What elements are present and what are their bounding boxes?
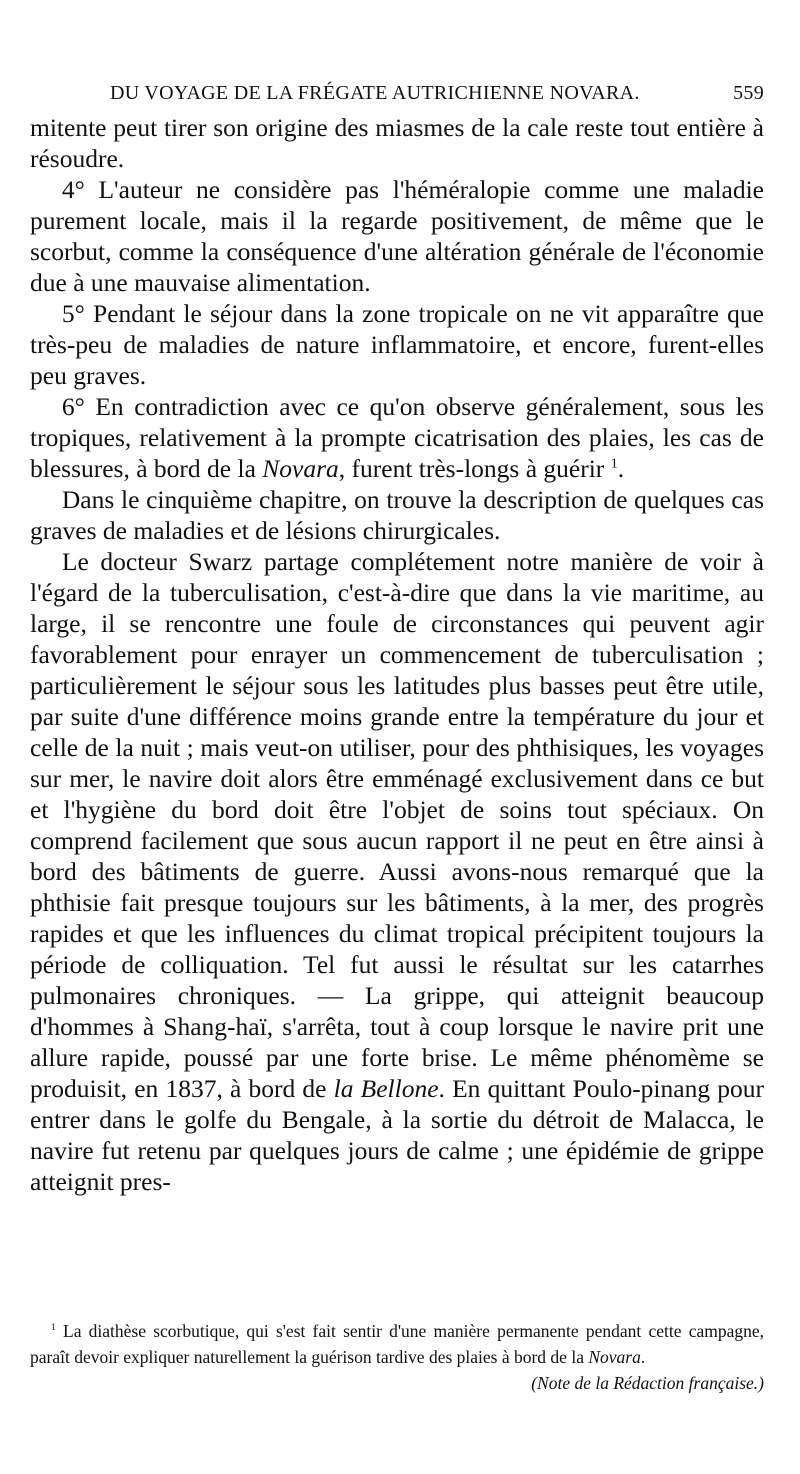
footnote bbox=[30, 1318, 764, 1393]
text-run: 6° En contradiction avec ce qu'on observe généralement, sous les tropiques, relativement à la prompte cicatrisation des plaies, les cas de blessures, à bord de la bbox=[30, 392, 764, 483]
text-run: , furent très-longs à guérir bbox=[338, 454, 611, 483]
text-run: 5° Pendant le séjour dans la zone tropicale on ne vit apparaître que très-peu de maladies de nature inflammatoire, et encore, furent-elles peu graves. bbox=[30, 299, 764, 390]
footnote-ship-name: Novara bbox=[588, 1347, 641, 1367]
footnote-reference: 1 bbox=[610, 456, 618, 472]
footnotes bbox=[30, 1318, 764, 1396]
text-run: 4° L'auteur ne considère pas l'héméralopie comme une maladie purement locale, mais il la regarde positivement, de même que le scorbut, comme la conséquence d'une altération générale de l'économie due à une mauvaise alimentation. bbox=[30, 175, 764, 297]
italic-text: la Bellone bbox=[333, 1074, 439, 1103]
running-head bbox=[110, 82, 764, 108]
page-number: 559 bbox=[733, 82, 764, 104]
paragraph bbox=[30, 112, 764, 174]
paragraph bbox=[30, 484, 764, 546]
footnote-text-end: . bbox=[640, 1347, 646, 1367]
paragraph bbox=[30, 298, 764, 391]
footnote-text: La diathèse scorbutique, qui s'est fait sentir d'une manière permanente pendant cette campagne, paraît devoir expliquer naturellement la guérison tardive des plaies à bord de la bbox=[30, 1321, 764, 1367]
text-run: mitente peut tirer son origine des miasmes de la cale reste tout entière à résoudre. bbox=[30, 113, 764, 173]
footnote-attribution: (Note de la Rédaction française.) bbox=[531, 1373, 764, 1393]
paragraph bbox=[30, 546, 764, 1197]
text-run: Le docteur Swarz partage complétement notre manière de voir à l'égard de la tuberculisation, c'est-à-dire que dans la vie maritime, au large, il se rencontre une foule de circonstances qui peuvent agir favorablement pour enrayer un commencement de tuberculisation ; particulièrement le séjour sous les latitudes plus basses peut être utile, par suite d'une différence moins grande entre la température du jour et celle de la nuit ; mais veut-on utiliser, pour des phthisiques, les voyages sur mer, le navire doit alors être emménagé exclusivement dans ce but et l'hygiène du bord doit être l'objet de soins tout spéciaux. On comprend facilement que sous aucun rapport il ne peut en être ainsi à bord des bâtiments de guerre. Aussi avons-nous remarqué que la phthisie fait presque toujours sur les bâtiments, à la mer, des progrès rapides et que les influences du climat tropical précipitent toujours la période de colliquation. Tel fut aussi le résultat sur les catarrhes pulmonaires chroniques. — La grippe, qui atteignit beaucoup d'hommes à Shang-haï, s'arrêta, tout à coup lorsque le navire prit une allure rapide, poussé par une forte brise. Le même phénomème se produisit, en 1837, à bord de bbox=[30, 547, 764, 1103]
paragraph bbox=[30, 174, 764, 298]
paragraph bbox=[30, 391, 764, 484]
text-run: Dans le cinquième chapitre, on trouve la description de quelques cas graves de maladies et de lésions chirurgicales. bbox=[30, 485, 764, 545]
footnote-marker: 1 bbox=[51, 1322, 56, 1334]
text-run: . En quittant Poulo-pinang pour entrer dans le golfe du Bengale, à la sortie du détroit de Malacca, le navire fut retenu par quelques jours de calme ; une épidémie de grippe atteignit pres- bbox=[30, 1074, 764, 1196]
running-head-title: DU VOYAGE DE LA FRÉGATE AUTRICHIENNE NOVARA. bbox=[110, 82, 640, 104]
body-text bbox=[30, 112, 764, 1197]
text-run: . bbox=[617, 454, 625, 483]
italic-text: Novara bbox=[262, 454, 339, 483]
